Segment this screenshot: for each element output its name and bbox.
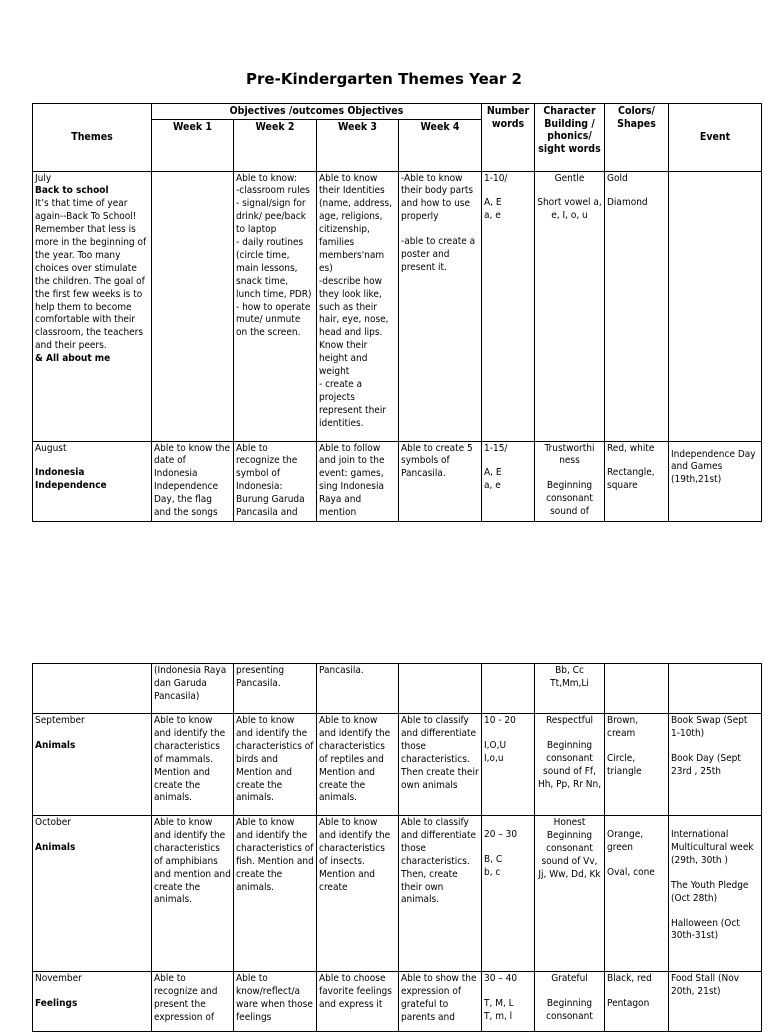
week4-cell: Able to show the expression of grateful to parents and — [399, 972, 482, 1032]
week1-cell: Able to recognize and present the expression of — [152, 972, 234, 1032]
header-themes: Themes — [33, 104, 152, 172]
character-cell — [535, 441, 605, 521]
header-week2: Week 2 — [234, 119, 317, 171]
theme-title: Back to school — [35, 185, 109, 197]
color-text: Brown, cream — [607, 715, 639, 739]
header-colors: Colors/ Shapes — [605, 104, 669, 172]
character-cell — [535, 816, 605, 972]
week3-cell: Able to choose favorite feelings and express it — [317, 972, 399, 1032]
colors-cell — [605, 972, 669, 1032]
header-week4: Week 4 — [399, 119, 482, 171]
theme-cell — [33, 714, 152, 816]
table-row — [33, 441, 762, 521]
theme-cell — [33, 972, 152, 1032]
number-cell — [482, 171, 535, 441]
table-row — [33, 664, 762, 714]
colors-cell — [605, 441, 669, 521]
character-value: Trustworthi ness — [544, 442, 595, 467]
week3-cell: Able to know and identify the characteristics of reptiles and Mention and create the animals. — [317, 714, 399, 816]
header-number-words: Number words — [482, 104, 535, 172]
character-cell — [535, 972, 605, 1032]
number-lower: a, e — [484, 480, 501, 492]
number-cell — [482, 441, 535, 521]
event-text: Independence Day and Games — [671, 448, 756, 473]
event-text-b: The Youth Pledge (Oct 28th) — [671, 879, 749, 904]
number-lower: T, m, l — [484, 1010, 513, 1022]
theme-title: Animals — [35, 841, 76, 853]
week1-cell — [152, 171, 234, 441]
number-cell — [482, 664, 535, 714]
themes-table-page-2 — [32, 663, 762, 1032]
week2-cell: Able to know and identify the characteristics of birds and Mention and create the animals. — [234, 714, 317, 816]
character-value: Grateful — [551, 973, 588, 984]
number-cell — [482, 972, 535, 1032]
theme-cell — [33, 816, 152, 972]
number-upper: T, M, L — [484, 997, 514, 1009]
color-text: Red, white — [607, 442, 655, 454]
number-upper: A, E — [484, 467, 502, 479]
number-cell — [482, 816, 535, 972]
month-label: October — [35, 817, 72, 828]
week1-cell: Able to know and identify the characteristics of amphibians and mention and create the animals. — [152, 816, 234, 972]
header-week1: Week 1 — [152, 119, 234, 171]
week1-cell: Able to know the date of Indonesia Independence Day, the flag and the songs — [152, 441, 234, 521]
colors-cell — [605, 171, 669, 441]
week3-cell: Pancasila. — [317, 664, 399, 714]
number-lower: a, e — [484, 210, 501, 222]
week2-cell: Able to know: -classroom rules - signal/sign for drink/ pee/back to laptop - daily routines (circle time, main lessons, snack time, lunch time, PDR) - how to operate mute/ unmute on the screen. — [234, 171, 317, 441]
phonics-text: Short vowel a, e, I, o, u — [537, 197, 602, 222]
event-text-b: Book Day (Sept 23rd , 25th — [671, 752, 741, 777]
theme-title: Indonesia Independence — [35, 467, 107, 492]
week4-cell: Able to classify and differentiate those characteristics. Then, create their own animals. — [399, 816, 482, 972]
event-cell — [669, 664, 762, 714]
color-text: Gold — [607, 172, 628, 184]
header-objectives: Objectives /outcomes Objectives — [152, 104, 482, 120]
week2-cell: Able to recognize the symbol of Indonesia: Burung Garuda Pancasila and — [234, 441, 317, 521]
colors-cell — [605, 664, 669, 714]
header-week3: Week 3 — [317, 119, 399, 171]
number-upper: I,O,U — [484, 739, 507, 751]
week3-cell: Able to know their Identities (name, address, age, religions, citizenship, families members'nam es) -describe how they look like, such as their hair, eye, nose, head and lips. Know their height and weight - create a projects represent their identities. — [317, 171, 399, 441]
number-lower: I,o,u — [484, 752, 504, 764]
number-range: 1-10/ — [484, 172, 508, 184]
character-cell — [535, 171, 605, 441]
number-range: 1-15/ — [484, 442, 508, 454]
table-row — [33, 714, 762, 816]
theme-title: Animals — [35, 739, 76, 751]
character-cell — [535, 714, 605, 816]
theme-title: Feelings — [35, 997, 78, 1009]
theme-cell — [33, 171, 152, 441]
event-text-a: Book Swap (Sept 1-10th) — [671, 715, 748, 739]
event-cell — [669, 171, 762, 441]
week3-cell: Able to know and identify the characteristics of insects. Mention and create — [317, 816, 399, 972]
week1-cell: Able to know and identify the characteristics of mammals. Mention and create the animals. — [152, 714, 234, 816]
character-value: Honest — [553, 817, 586, 828]
color-text: Black, red — [607, 973, 652, 984]
themes-table-page-1 — [32, 103, 762, 522]
week2-cell: Able to know and identify the characteristics of fish. Mention and create the animals. — [234, 816, 317, 972]
page-title: Pre-Kindergarten Themes Year 2 — [246, 70, 522, 88]
colors-cell — [605, 816, 669, 972]
theme-title-2: & All about me — [35, 353, 111, 365]
month-label: September — [35, 715, 85, 726]
shape-text: Pentagon — [607, 997, 650, 1009]
header-character: Character Building / phonics/ sight words — [535, 104, 605, 172]
number-upper: A, E — [484, 197, 502, 209]
week4-cell — [399, 664, 482, 714]
shape-text: Diamond — [607, 197, 648, 209]
phonics-text: Beginning consonant sound of Vv, Jj, Ww, Dd, Kk — [538, 829, 601, 880]
colors-cell — [605, 714, 669, 816]
event-cell — [669, 441, 762, 521]
character-value: Respectful — [545, 715, 594, 726]
event-text-a: International Multicultural week (29th, 30th ) — [671, 829, 754, 866]
week4-cell: Able to classify and differentiate those characteristics. Then create their own animals — [399, 714, 482, 816]
number-cell — [482, 714, 535, 816]
shape-text: Circle, triangle — [607, 752, 642, 777]
theme-cell — [33, 664, 152, 714]
event-dates: (19th,21st) — [671, 474, 722, 486]
color-text: Orange, green — [607, 829, 644, 853]
week2-cell: Able to know/reflect/a ware when those feelings — [234, 972, 317, 1032]
week4-cell — [399, 171, 482, 441]
character-cell: Bb, Cc Tt,Mm,Li — [535, 664, 605, 714]
week1-cell: (Indonesia Raya dan Garuda Pancasila) — [152, 664, 234, 714]
number-range: 20 – 30 — [484, 829, 518, 840]
theme-description: It’s that time of year again--Back To School! Remember that less is more in the beginning of the year. Too many choices over stimulate the children. The goal of the first few weeks is to help them to become comfortable with their classroom, the teachers and their peers. — [35, 198, 147, 352]
week4-cell: Able to create 5 symbols of Pancasila. — [399, 441, 482, 521]
table-row — [33, 171, 762, 441]
character-value: Gentle — [554, 172, 585, 184]
month-label: August — [35, 442, 67, 454]
month-label: July — [35, 172, 52, 184]
phonics-text: Beginning consonant — [546, 997, 593, 1022]
week4-text-b: -able to create a poster and present it. — [401, 236, 476, 273]
table-row — [33, 972, 762, 1032]
phonics-text: Beginning consonant sound of Ff, Hh, Pp, Rr Nn, — [537, 739, 602, 790]
week2-cell: presenting Pancasila. — [234, 664, 317, 714]
shape-text: Rectangle, square — [607, 467, 655, 492]
number-range: 10 - 20 — [484, 715, 516, 726]
number-upper: B, C — [484, 853, 503, 865]
phonics-text: Beginning consonant sound of — [546, 480, 593, 518]
event-cell — [669, 714, 762, 816]
event-cell — [669, 816, 762, 972]
week3-cell: Able to follow and join to the event: games, sing Indonesia Raya and mention — [317, 441, 399, 521]
week4-text-a: -Able to know their body parts and how to use properly — [401, 172, 474, 223]
number-lower: b, c — [484, 866, 501, 878]
header-event: Event — [669, 104, 762, 172]
table-row — [33, 816, 762, 972]
shape-text: Oval, cone — [607, 866, 655, 878]
month-label: November — [35, 973, 82, 984]
event-cell: Food Stall (Nov 20th, 21st) — [669, 972, 762, 1032]
event-text-c: Halloween (Oct 30th-31st) — [671, 917, 740, 942]
number-range: 30 – 40 — [484, 973, 518, 984]
theme-cell — [33, 441, 152, 521]
